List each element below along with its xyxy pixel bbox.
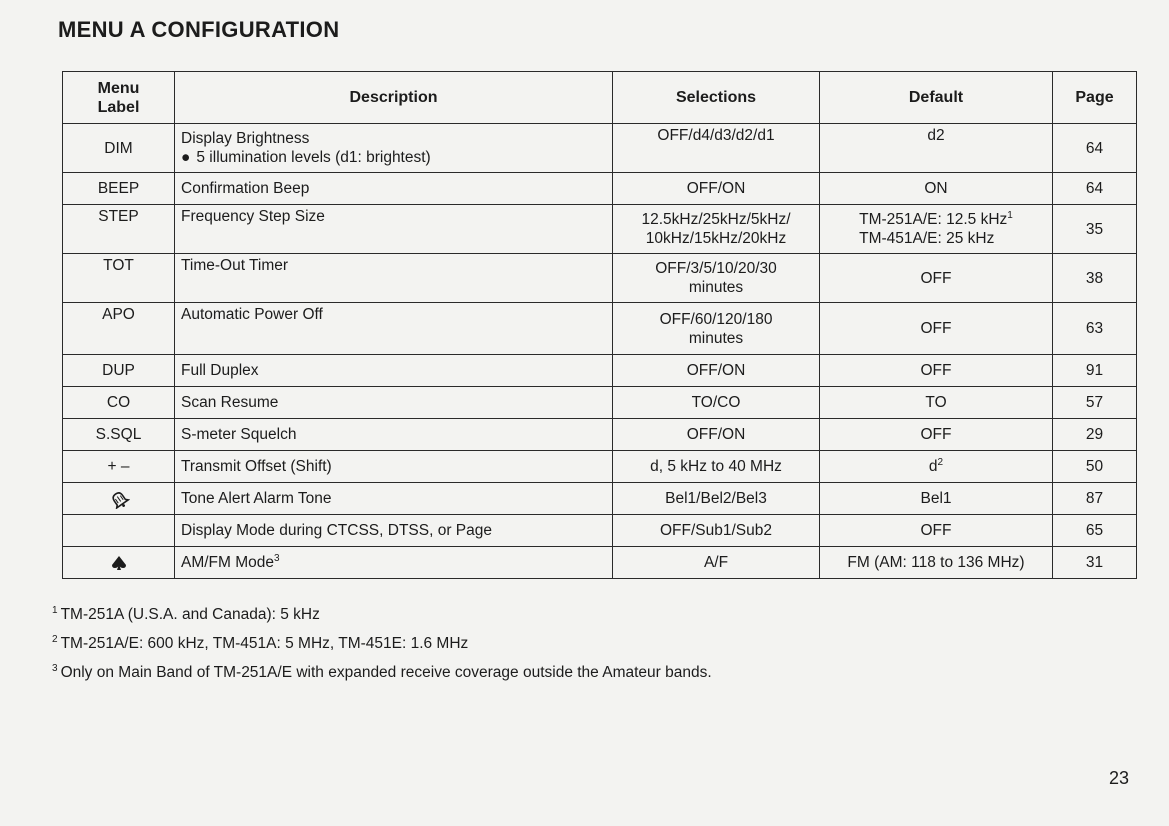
menu-label: STEP <box>63 205 175 254</box>
selections: A/F <box>613 547 820 579</box>
page-ref: 91 <box>1053 355 1137 387</box>
header-default: Default <box>820 72 1053 124</box>
page-ref: 57 <box>1053 387 1137 419</box>
page-ref: 63 <box>1053 303 1137 355</box>
selections: OFF/ON <box>613 173 820 205</box>
menu-label: CO <box>63 387 175 419</box>
table-row <box>63 483 1137 515</box>
menu-label <box>63 515 175 547</box>
default: OFF <box>820 254 1053 303</box>
header-selections: Selections <box>613 72 820 124</box>
selections: OFF/ON <box>613 355 820 387</box>
menu-label: DUP <box>63 355 175 387</box>
page-ref: 38 <box>1053 254 1137 303</box>
description: Tone Alert Alarm Tone <box>175 483 613 515</box>
default: TO <box>820 387 1053 419</box>
menu-a-configuration-table <box>62 71 1137 579</box>
table-row <box>63 254 1137 303</box>
table-row <box>63 547 1137 579</box>
page-ref: 31 <box>1053 547 1137 579</box>
description: Full Duplex <box>175 355 613 387</box>
table-row <box>63 355 1137 387</box>
page-ref: 87 <box>1053 483 1137 515</box>
selections: OFF/3/5/10/20/30 minutes <box>613 254 820 303</box>
default: ON <box>820 173 1053 205</box>
description: Frequency Step Size <box>175 205 613 254</box>
default: $d^2$ <box>820 451 1053 483</box>
footnote: $^3$ Only on Main Band of TM-251A/E with expanded receive coverage outside the Amateur bands. <box>52 663 712 682</box>
default: OFF <box>820 303 1053 355</box>
description: Display Mode during CTCSS, DTSS, or Page <box>175 515 613 547</box>
header-description: Description <box>175 72 613 124</box>
header-page: Page <box>1053 72 1137 124</box>
default: FM (AM: 118 to 136 MHz) <box>820 547 1053 579</box>
menu-label: BEEP <box>63 173 175 205</box>
menu-label: TOT <box>63 254 175 303</box>
selections: OFF/d4/d3/d2/d1 <box>613 124 820 173</box>
footnote: $^2$ TM-251A/E: 600 kHz, TM-451A: 5 MHz, TM-451E: 1.6 MHz <box>52 634 469 653</box>
page-ref: 29 <box>1053 419 1137 451</box>
selections: OFF/60/120/180 minutes <box>613 303 820 355</box>
default: OFF <box>820 515 1053 547</box>
table-header-row <box>63 72 1137 124</box>
page-ref: 35 <box>1053 205 1137 254</box>
table-row <box>63 205 1137 254</box>
table-row <box>63 451 1137 483</box>
table-row <box>63 124 1137 173</box>
page-ref: 65 <box>1053 515 1137 547</box>
selections: 12.5kHz/25kHz/5kHz/ 10kHz/15kHz/20kHz <box>613 205 820 254</box>
page-title: MENU A CONFIGURATION <box>58 17 340 42</box>
spade-icon <box>110 554 128 572</box>
description: Confirmation Beep <box>175 173 613 205</box>
menu-label: + – <box>63 451 175 483</box>
bell-icon <box>108 489 130 509</box>
table-row <box>63 515 1137 547</box>
table-row <box>63 387 1137 419</box>
menu-label: APO <box>63 303 175 355</box>
table-row <box>63 303 1137 355</box>
page-ref: 50 <box>1053 451 1137 483</box>
selections: OFF/Sub1/Sub2 <box>613 515 820 547</box>
default: OFF <box>820 419 1053 451</box>
menu-label: DIM <box>63 124 175 173</box>
page-ref: 64 <box>1053 124 1137 173</box>
description: Display Brightness ● 5 illumination levels (d1: brightest) <box>175 124 613 173</box>
default: OFF <box>820 355 1053 387</box>
footnotes <box>52 598 712 685</box>
menu-label: S.SQL <box>63 419 175 451</box>
menu-label <box>63 547 175 579</box>
header-menu-label: Menu Label <box>63 72 175 124</box>
description: Scan Resume <box>175 387 613 419</box>
default: TM-251A/E: 12.5 kHz$^1$ TM-451A/E: 25 kHz <box>820 205 1053 254</box>
description: Time-Out Timer <box>175 254 613 303</box>
selections: d, 5 kHz to 40 MHz <box>613 451 820 483</box>
table-row <box>63 173 1137 205</box>
description: AM/FM Mode$^3$ <box>175 547 613 579</box>
default: Bel1 <box>820 483 1053 515</box>
selections: TO/CO <box>613 387 820 419</box>
selections: OFF/ON <box>613 419 820 451</box>
default: d2 <box>820 124 1053 173</box>
page-ref: 64 <box>1053 173 1137 205</box>
selections: Bel1/Bel2/Bel3 <box>613 483 820 515</box>
description: S-meter Squelch <box>175 419 613 451</box>
menu-label <box>63 483 175 515</box>
footnote: $^1$ TM-251A (U.S.A. and Canada): 5 kHz <box>52 605 320 624</box>
page-number: 23 <box>1108 768 1129 788</box>
description: Transmit Offset (Shift) <box>175 451 613 483</box>
bullet-icon: ● <box>181 149 191 166</box>
description: Automatic Power Off <box>175 303 613 355</box>
table-row <box>63 419 1137 451</box>
